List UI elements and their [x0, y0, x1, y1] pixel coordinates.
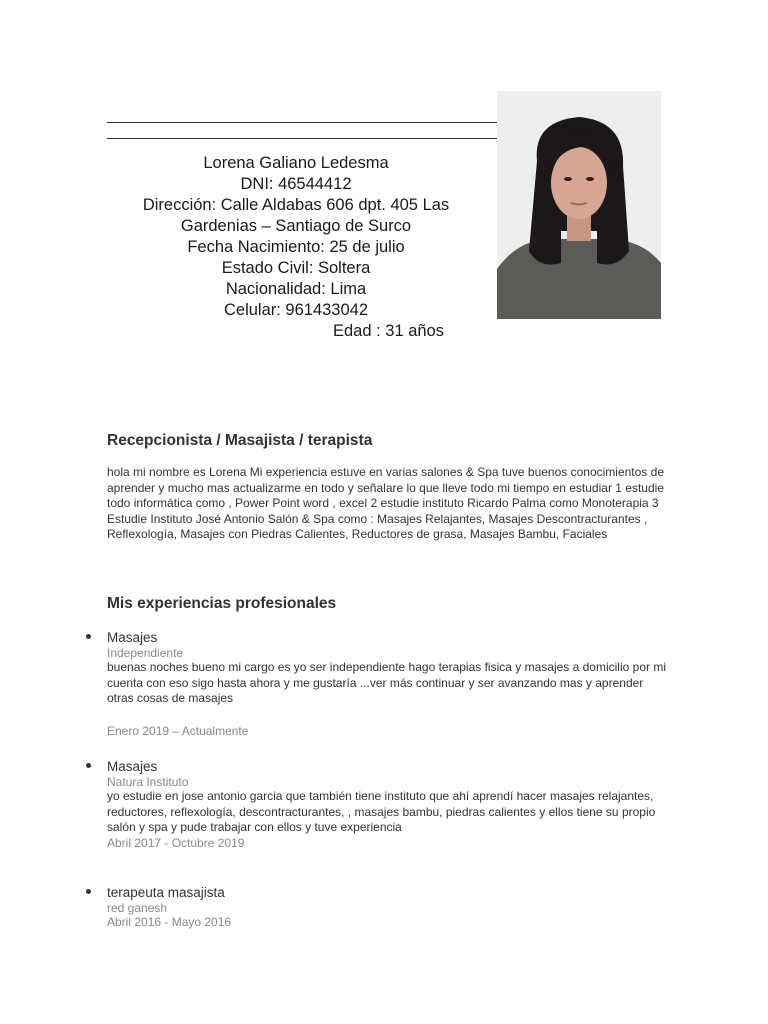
experience-description: buenas noches bueno mi cargo es yo ser independiente hago terapias fisica y masajes a domicilio por mi cuenta con eso sigo hasta ahora y me gustaría ...ver más continuar y ser avanzando mas y aprender otras cosas de masajes	[107, 660, 666, 706]
experience-dates: Abril 2017 - Octubre 2019	[107, 835, 245, 850]
experience-role: Masajes	[107, 759, 158, 774]
profile-photo	[497, 91, 661, 319]
profile-title: Recepcionista / Masajista / terapista	[107, 432, 373, 449]
experience-role: Masajes	[107, 630, 158, 645]
experience-title: Mis experiencias profesionales	[107, 595, 337, 612]
full-name: Lorena Galiano Ledesma	[203, 154, 389, 172]
civil-status: Estado Civil: Soltera	[221, 259, 371, 277]
experience-company: red ganesh	[107, 901, 168, 915]
experience-description: yo estudie en jose antonio garcia que también tiene instituto que ahí aprendí hacer masajes relajantes, reductores, reflexología, descontracturantes, , masajes bambu, piedras calientes y ellos tiene su propio salón y spa y pude trabajar con ellos y tuve experiencia	[107, 789, 656, 835]
profile-summary: hola mi nombre es Lorena Mi experiencia estuve en varias salones & Spa tuve buenos conocimientos de aprender y mucho mas actualizarme en todo y señalare lo que lleve todo mi tiempo en estudiar 1 estudie todo informática como , Power Point word , excel 2 estudie instituto Ricardo Palma como Monoterapia 3 Estudie Instituto José Antonio Salón & Spa como : Masajes Relajantes, Masajes Descontracturantes , Reflexología, Masajes con Piedras Calientes, Reductores de grasa, Masajes Bambu, Faciales	[107, 465, 664, 542]
profile-photo-illustration	[497, 91, 661, 319]
bullet-icon	[86, 763, 91, 768]
bullet-icon	[86, 889, 91, 894]
personal-info	[120, 153, 472, 342]
experience-dates: Enero 2019 – Actualmente	[107, 723, 249, 738]
phone: Celular: 961433042	[223, 301, 369, 319]
experience-role: terapeuta masajista	[107, 885, 225, 900]
dni: DNI: 46544412	[240, 175, 352, 193]
experience-company: Natura Instituto	[107, 775, 189, 789]
experience-item	[107, 884, 667, 930]
experience-item	[107, 758, 667, 851]
age: Edad : 31 años	[332, 322, 444, 340]
bullet-icon	[86, 634, 91, 639]
address: Dirección: Calle Aldabas 606 dpt. 405 Las Gardenias – Santiago de Surco	[142, 196, 450, 235]
nationality: Nacionalidad: Lima	[225, 280, 367, 298]
experience-item	[107, 629, 667, 739]
birth-date: Fecha Nacimiento: 25 de julio	[187, 238, 405, 256]
experience-company: Independiente	[107, 646, 184, 660]
experience-dates: Abril 2016 - Mayo 2016	[107, 915, 232, 929]
